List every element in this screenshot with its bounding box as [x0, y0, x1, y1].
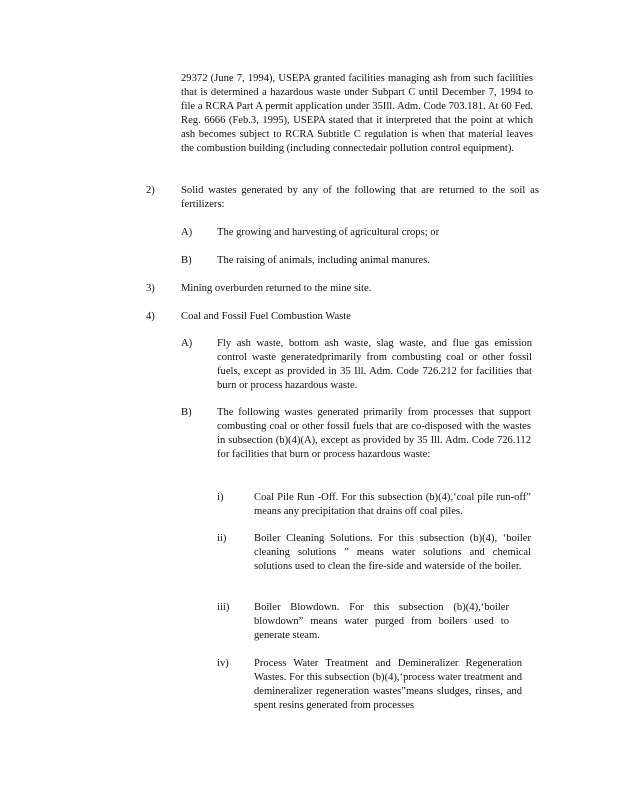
item-ii-text: Boiler Cleaning Solutions. For this subsection (b)(4), ‘boiler cleaning solutions ” means water solutions and chemical solutions used to clean the fire-side and waterside of the boiler.: [254, 533, 531, 572]
item-4a-marker: A): [181, 338, 193, 349]
item-ii-marker: ii): [217, 533, 227, 544]
item-2-text: Solid wastes generated by any of the following that are returned to the soil as fertilizers:: [181, 185, 539, 210]
item-3-text: Mining overburden returned to the mine site.: [181, 283, 372, 294]
item-3-marker: 3): [146, 283, 155, 294]
item-2b-text: The raising of animals, including animal manures.: [217, 255, 430, 266]
intro-paragraph: 29372 (June 7, 1994), USEPA granted facilities managing ash from such facilities that is determined a hazardous waste under Subpart C until December 7, 1994 to file a RCRA Part A permit application under 35Ill. Adm. Code 703.181. At 60 Fed. Reg. 6666 (Feb.3, 1995), USEPA stated that it interpreted that the point at which ash becomes subject to RCRA Subtitle C regulation is when that material leaves the combustion building (including connectedair pollution control equipment).: [181, 73, 533, 154]
item-4b-marker: B): [181, 407, 192, 418]
item-2a-text: The growing and harvesting of agricultural crops; or: [217, 227, 440, 238]
item-i-marker: i): [217, 492, 224, 503]
item-2b-marker: B): [181, 255, 192, 266]
item-iii-text: Boiler Blowdown. For this subsection (b)(4),‘boiler blowdown” means water purged from boilers used to generate steam.: [254, 602, 509, 641]
item-iv-text: Process Water Treatment and Demineralizer Regeneration Wastes. For this subsection (b)(4),‘process water treatment and demineralizer regeneration wastes”means sludges, rinses, and spent resins generated from processes: [254, 658, 522, 711]
item-iv-marker: iv): [217, 658, 229, 669]
item-4b-text: The following wastes generated primarily from processes that support combusting coal or other fossil fuels that are co-disposed with the wastes in subsection (b)(4)(A), except as provided by 35 Ill. Adm. Code 726.112 for facilities that burn or process hazardous waste:: [217, 407, 531, 460]
item-2-marker: 2): [146, 185, 155, 196]
item-iii-marker: iii): [217, 602, 230, 613]
item-4-marker: 4): [146, 311, 155, 322]
item-4-heading: Coal and Fossil Fuel Combustion Waste: [181, 311, 351, 322]
item-2a-marker: A): [181, 227, 193, 238]
item-4a-text: Fly ash waste, bottom ash waste, slag waste, and flue gas emission control waste generatedprimarily from combusting coal or other fossil fuels, except as provided in 35 Ill. Adm. Code 726.212 for facilities that burn or process hazardous waste.: [217, 338, 532, 391]
item-i-text: Coal Pile Run -Off. For this subsection (b)(4),‘coal pile run-off” means any precipitation that drains off coal piles.: [254, 492, 531, 517]
